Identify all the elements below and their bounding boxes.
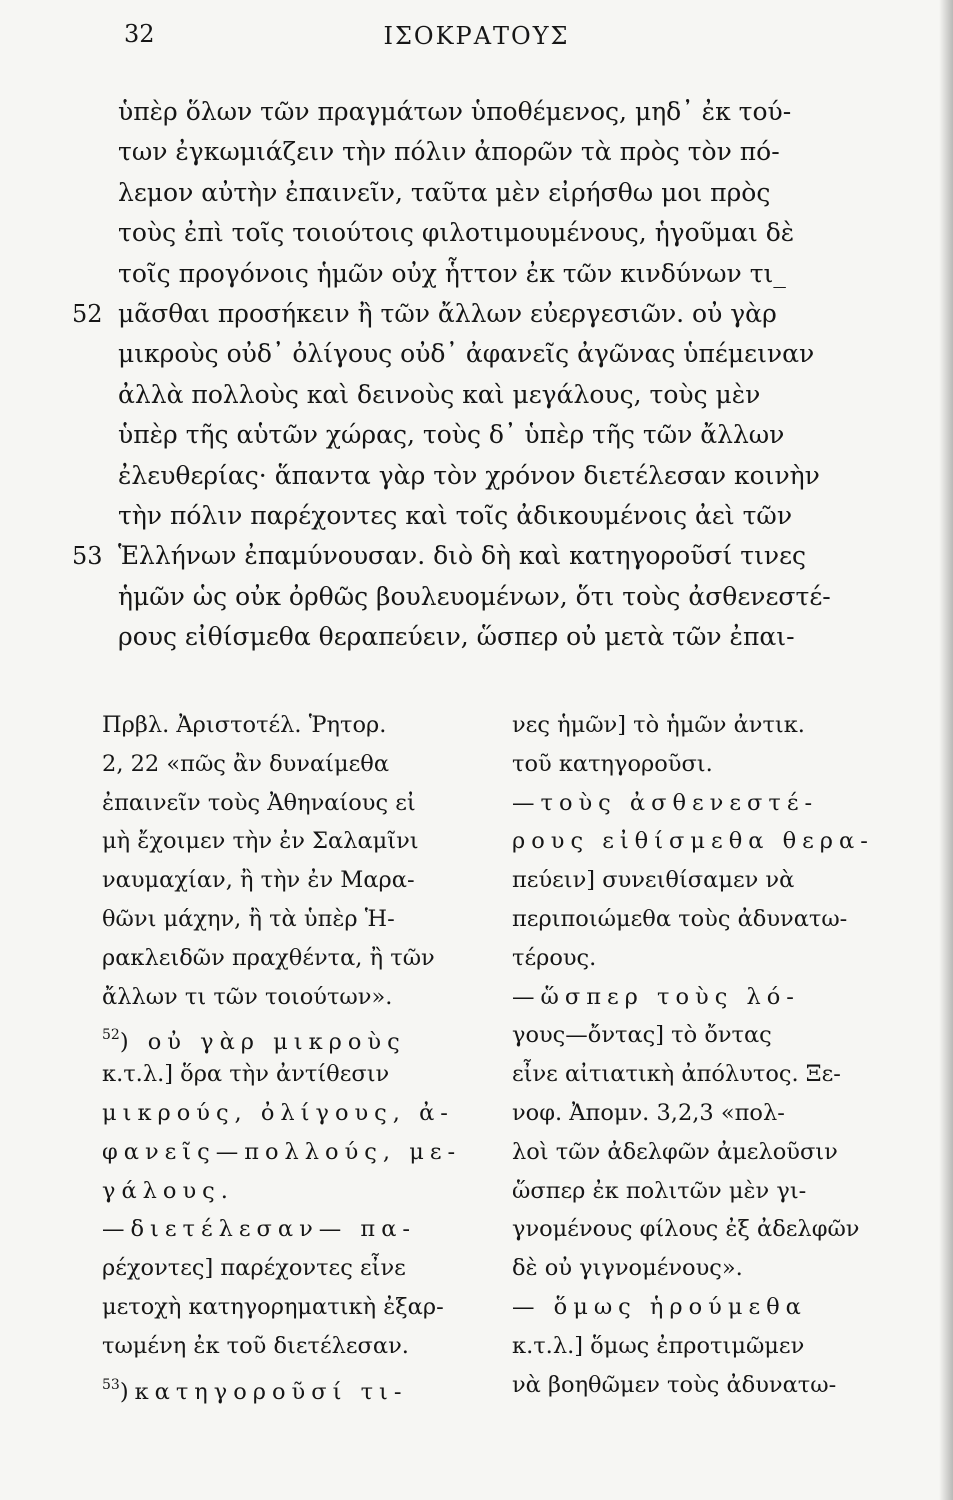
text-line-content: μᾶσθαι προσήκειν ἢ τῶν ἄλλων εὐεργεσιῶν. οὐ γὰρ [118,298,777,328]
note-line-content: ναυμαχίαν, ἢ τὴν ἐν Μαρα- [102,867,415,894]
note-line [102,861,486,900]
text-line [118,132,914,172]
note-line-content: —διετέλεσαν— πα- [102,1216,417,1243]
note-line [512,1327,914,1366]
note-line-content: ρους εἰθίσμεθα θερα- [512,828,874,855]
note-line-content: κ.τ.λ.] ὅμως ἐπροτιμῶμεν [512,1332,805,1359]
commentary-left-column [102,706,486,1404]
note-line-content: κ.τ.λ.] ὅρα τὴν ἀντίθεσιν [102,1061,390,1088]
text-line [118,577,914,617]
note-line [512,1055,914,1094]
note-line [512,1016,914,1055]
note-line-content: Πρβλ. Ἀριστοτέλ. Ῥητορ. [102,712,387,738]
note-line [102,900,486,939]
note-line [512,784,914,823]
note-line [102,978,486,1017]
note-line [512,1094,914,1133]
note-line [512,1172,914,1211]
text-line-content: τοὺς ἐπὶ τοῖς τοιούτοις φιλοτιμουμένους, ἡγοῦμαι δὲ [118,218,795,248]
note-line [102,1288,486,1327]
note-line-content: —τοὺς ἀσθενεστέ- [512,789,819,816]
text-line [118,213,914,253]
text-line-content: ἐλευθερίας· ἅπαντα γὰρ τὸν χρόνον διετέλεσαν κοινὴν [118,460,820,490]
note-line [102,1094,486,1133]
note-line-content: τοῦ κατηγοροῦσι. [512,750,713,777]
running-title: ΙΣΟΚΡΑΤΟΥΣ [383,22,570,50]
text-line [118,173,914,213]
commentary-right-column [512,706,914,1404]
note-line [512,822,914,861]
text-line-content: ἡμῶν ὡς οὐκ ὀρθῶς βουλευομένων, ὅτι τοὺς ἀσθενεστέ- [118,581,831,611]
note-line-content: περιποιώμεθα τοὺς ἀδυνατω- [512,905,848,932]
note-line-content: —ὥσπερ τοὺς λό- [512,983,800,1010]
note-line-content: μικρούς, ὀλίγους, ἀ- [102,1099,454,1126]
note-line [512,861,914,900]
text-line-content: ρους εἰθίσμεθα θεραπεύειν, ὥσπερ οὐ μετὰ τῶν ἐπαι- [118,622,795,652]
note-line-content: 2, 22 «πῶς ἂν δυναίμεθα [102,750,390,777]
note-line [102,822,486,861]
note-line [102,1327,486,1366]
note-line-content: ρακλειδῶν πραχθέντα, ἢ τῶν [102,944,435,971]
note-line-content: ἐπαινεῖν τοὺς Ἀθηναίους εἰ [102,789,416,816]
note-line [512,745,914,784]
note-line-content: εἶνε αἰτιατικὴ ἀπόλυτος. Ξε- [512,1061,841,1088]
note-line [512,1288,914,1327]
note-line-content: — ὅμως ἡρούμεθα [512,1293,807,1320]
text-line-content: ὑπὲρ τῆς αὑτῶν χώρας, τοὺς δ᾽ ὑπὲρ τῆς τῶν ἄλλων [118,420,785,450]
text-line [118,496,914,536]
note-line [102,1016,486,1055]
section-number: 53 [72,542,103,571]
note-line [512,706,914,745]
text-line [118,92,914,132]
note-line-content: ρέχοντες] παρέχοντες εἶνε [102,1255,406,1282]
note-line [102,745,486,784]
page-header [0,20,953,60]
text-line-content: τὴν πόλιν παρέχοντες καὶ τοῖς ἀδικουμένοις ἀεὶ τῶν [118,500,793,530]
note-line-content: μὴ ἔχοιμεν τὴν ἐν Σαλαμῖνι [102,828,419,855]
note-line [102,1249,486,1288]
note-line-content: νὰ βοηθῶμεν τοὺς ἀδυνατω- [512,1371,837,1398]
text-line-content: ὑπὲρ ὅλων τῶν πραγμάτων ὑποθέμενος, μηδ᾽ ἐκ τού- [118,97,792,126]
text-line [118,334,914,374]
note-line [512,1210,914,1249]
page-number: 32 [124,20,155,48]
note-line-content: ) οὐ γὰρ μικροὺς [119,1029,406,1056]
text-line [72,294,914,334]
note-line-content: γάλους. [102,1177,234,1204]
page-edge-shadow [939,0,953,1500]
text-line [118,254,914,294]
text-line-content: μικροὺς οὐδ᾽ ὀλίγους οὐδ᾽ ἀφανεῖς ἀγῶνας ὑπέμειναν [118,339,815,369]
note-line [102,939,486,978]
note-line [512,1249,914,1288]
text-line-content: Ἑλλήνων ἐπαμύνουσαν. διὸ δὴ καὶ κατηγοροῦσί τινες [118,541,807,571]
note-line-content: )κατηγοροῦσί τι- [119,1378,408,1405]
note-line [512,978,914,1017]
note-line [102,1055,486,1094]
note-line [102,784,486,823]
note-line-content: γους—ὄντας] τὸ ὄντας [512,1022,772,1049]
text-line-content: τοῖς προγόνοις ἡμῶν οὐχ ἧττον ἐκ τῶν κινδύνων τι_ [118,258,786,288]
text-line [72,536,914,576]
text-line-content: ἀλλὰ πολλοὺς καὶ δεινοὺς καὶ μεγάλους, τοὺς μὲν [118,379,761,409]
note-line [512,1133,914,1172]
note-reference-number: 53 [102,1376,120,1393]
note-line-content: νες ἡμῶν] τὸ ἡμῶν ἀντικ. [512,712,805,738]
text-line [118,415,914,455]
note-line-content: μετοχὴ κατηγορηματικὴ ἐξαρ- [102,1293,444,1320]
text-line [118,375,914,415]
note-line-content: φανεῖς—πολλούς, με- [102,1138,462,1165]
text-line [118,456,914,496]
text-line [118,617,914,657]
note-line-content: θῶνι μάχην, ἢ τὰ ὑπὲρ Ἡ- [102,905,395,932]
note-line [512,939,914,978]
note-line-content: δὲ οὐ γιγνομένους». [512,1255,743,1282]
note-line [512,900,914,939]
main-text [72,92,914,657]
text-line-content: των ἐγκωμιάζειν τὴν πόλιν ἀπορῶν τὰ πρὸς τὸν πό- [118,137,780,167]
note-line-content: γνομένους φίλους ἐξ ἀδελφῶν [512,1216,860,1243]
note-line-content: νοφ. Ἀπομν. 3,2,3 «πολ- [512,1099,785,1126]
note-line [102,1210,486,1249]
text-line-content: λεμον αὐτὴν ἐπαινεῖν, ταῦτα μὲν εἰρήσθω μοι πρὸς [118,177,771,207]
note-line [102,1172,486,1211]
note-line [102,706,486,745]
note-line [512,1366,914,1405]
note-line-content: τέρους. [512,944,597,971]
section-number: 52 [72,299,103,328]
note-line [102,1133,486,1172]
note-line-content: λοὶ τῶν ἀδελφῶν ἀμελοῦσιν [512,1138,838,1165]
note-line [102,1366,486,1405]
note-line-content: πεύειν] συνειθίσαμεν νὰ [512,867,795,894]
note-line-content: τωμένη ἐκ τοῦ διετέλεσαν. [102,1332,409,1359]
note-line-content: ἄλλων τι τῶν τοιούτων». [102,983,393,1010]
note-reference-number: 52 [102,1027,120,1044]
note-line-content: ὥσπερ ἐκ πολιτῶν μὲν γι- [512,1177,807,1204]
